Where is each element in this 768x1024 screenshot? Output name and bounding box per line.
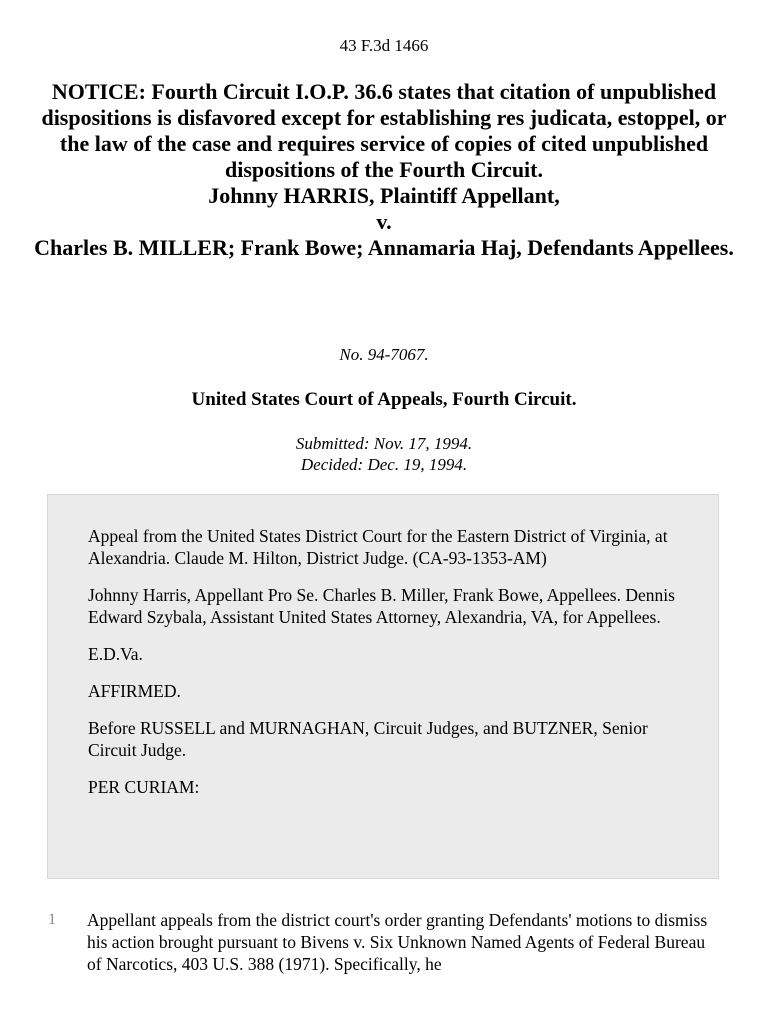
paragraph-text: Appellant appeals from the district court's order granting Defendants' motions to dismiss his action brought pursuant to Bivens v. Six Unknown Named Agents of Federal Bureau of Narcotics, 403 U.S. 388 (1971). Specifically, he [87,910,708,974]
defendants-line: Charles B. MILLER; Frank Bowe; Annamaria Haj, Defendants Appellees. [34,235,734,260]
case-summary-box [47,494,719,879]
paragraph-number: 1 [48,911,56,928]
docket-number: No. 94-7067. [339,345,429,364]
panel: Before RUSSELL and MURNAGHAN, Circuit Judges, and BUTZNER, Senior Circuit Judge. [88,718,648,760]
counsel: Johnny Harris, Appellant Pro Se. Charles B. Miller, Frank Bowe, Appellees. Dennis Edward Szybala, Assistant United States Attorney, Alexandria, VA, for Appellees. [88,585,675,627]
decided-date: Decided: Dec. 19, 1994. [300,455,468,474]
citation: 43 F.3d 1466 [339,36,429,55]
plaintiff-line: Johnny HARRIS, Plaintiff Appellant, [208,183,560,208]
notice-text: NOTICE: Fourth Circuit I.O.P. 36.6 states that citation of unpublished dispositions is disfavored except for establishing res judicata, estoppel, or the law of the case and requires service of copies of cited unpublished dispositions of the Fourth Circuit. [41,79,727,182]
district-abbrev: E.D.Va. [88,644,143,664]
case-dates [0,433,768,475]
versus-line: v. [376,209,392,234]
appeal-from: Appeal from the United States District Court for the Eastern District of Virginia, at Alexandria. Claude M. Hilton, District Judge. (CA-93-1353-AM) [88,526,668,568]
court-name: United States Court of Appeals, Fourth Circuit. [191,389,577,410]
submitted-date: Submitted: Nov. 17, 1994. [295,434,473,453]
case-title [30,79,738,261]
disposition: AFFIRMED. [88,681,181,701]
per-curiam: PER CURIAM: [88,777,200,797]
case-summary [88,525,678,813]
